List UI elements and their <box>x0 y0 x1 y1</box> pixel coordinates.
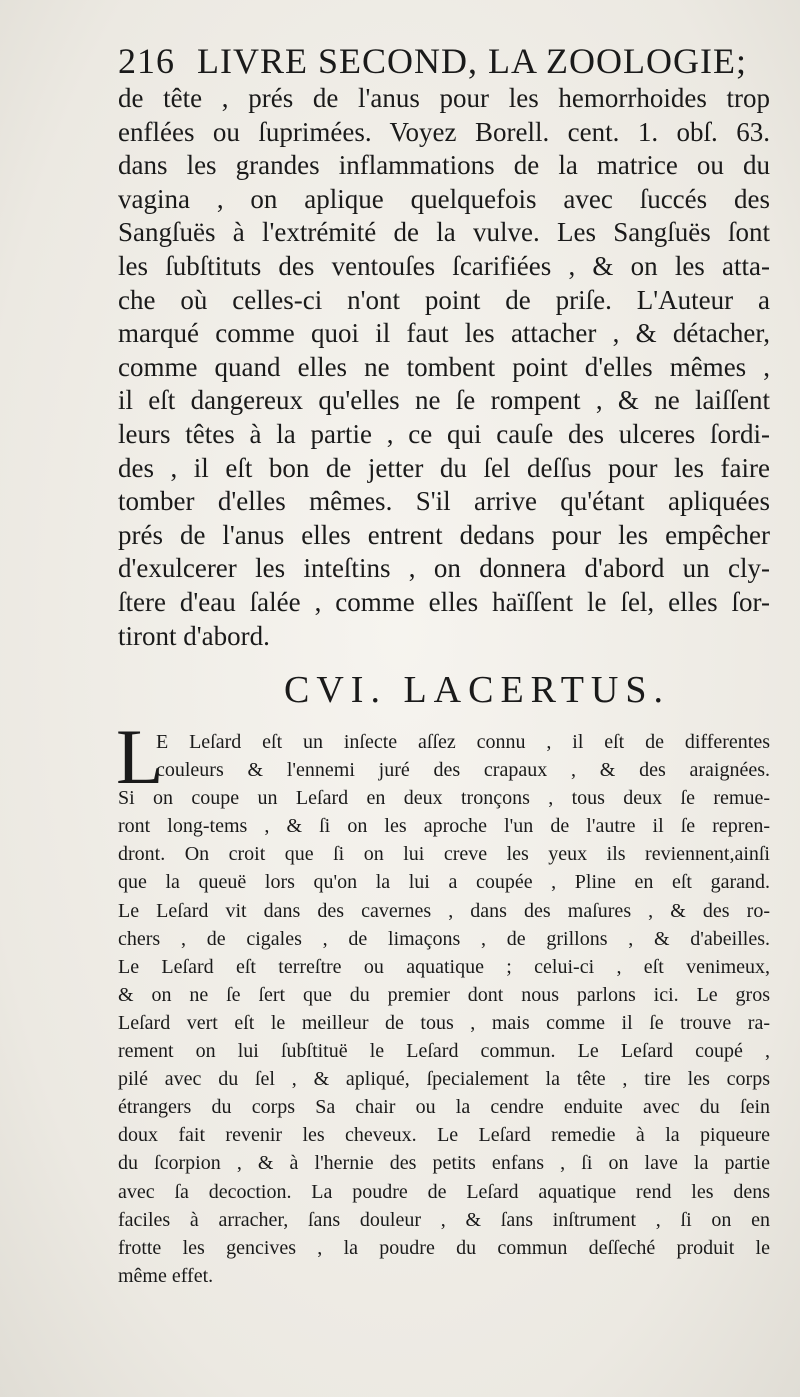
text-line: des , il eſt bon de jetter du ſel deſſus pour les faire <box>118 452 770 483</box>
text-line: pilé avec du ſel , & apliqué, ſpecialement la tête , tire les corps <box>118 1068 770 1091</box>
text-line: prés de l'anus elles entrent dedans pour les empêcher <box>118 519 770 550</box>
text-line: rement on lui ſubſtituë le Leſard commun. Le Leſard coupé , <box>118 1040 770 1063</box>
text-line: dront. On croit que ſi on lui creve les yeux ils reviennent,ainſi <box>118 843 770 866</box>
text-line: che où celles-ci n'ont point de priſe. L'Auteur a <box>118 284 770 315</box>
text-line: les ſubſtituts des ventouſes ſcarifiées , & on les atta- <box>118 250 770 281</box>
text-line: du ſcorpion , & à l'hernie des petits enfans , ſi on lave la partie <box>118 1152 770 1175</box>
text-line: d'exulcerer les inteſtins , on donnera d'abord un cly- <box>118 553 770 584</box>
text-line: dans les grandes inflammations de la matrice ou du <box>118 150 770 181</box>
text-line: faciles à arracher, ſans douleur , & ſans inſtrument , ſi on en <box>118 1208 770 1231</box>
text-line: tomber d'elles mêmes. S'il arrive qu'étant apliquées <box>118 486 770 517</box>
page-number: 216 <box>118 41 175 81</box>
text-line: Sangſuës à l'extrémité de la vulve. Les Sangſuës ſont <box>118 217 770 248</box>
upper-paragraph <box>118 82 770 653</box>
running-title: LIVRE SECOND, LA ZOOLOGIE; <box>197 41 747 81</box>
text-line: étrangers du corps Sa chair ou la cendre enduite avec du ſein <box>118 1096 770 1119</box>
drop-cap: L <box>116 713 164 800</box>
text-line: E Leſard eſt un inſecte aſſez connu , il eſt de differentes <box>156 731 770 753</box>
lower-paragraph <box>118 728 770 1290</box>
text-line: Leſard vert eſt le meilleur de tous , mais comme il ſe trouve ra- <box>118 1011 770 1034</box>
text-line: de tête , prés de l'anus pour les hemorrhoides trop <box>118 83 770 113</box>
text-line: Si on coupe un Leſard en deux tronçons , tous deux ſe remue- <box>118 787 770 810</box>
text-line: & on ne ſe ſert que du premier dont nous parlons ici. Le gros <box>118 983 770 1006</box>
text-line: ſtere d'eau ſalée , comme elles haïſſent le ſel, elles ſor- <box>118 586 770 617</box>
text-line: vagina , on aplique quelquefois avec ſuccés des <box>118 183 770 214</box>
text-line: doux fait revenir les cheveux. Le Leſard remedie à la piqueure <box>118 1124 770 1147</box>
text-line: ront long-tems , & ſi on les aproche l'un de l'autre il ſe repren- <box>118 815 770 838</box>
section-title: CVI. LACERTUS. <box>284 669 671 711</box>
text-line: il eſt dangereux qu'elles ne ſe rompent , & ne laiſſent <box>118 385 770 416</box>
text-line: frotte les gencives , la poudre du commun deſſeché produit le <box>118 1236 770 1259</box>
text-line: même effet. <box>118 1264 214 1287</box>
text-line: que la queuë lors qu'on la lui a coupée , Pline en eſt garand. <box>118 871 770 894</box>
text-line: tiront d'abord. <box>118 620 270 651</box>
text-line: couleurs & l'ennemi juré des crapaux , & des araignées. <box>156 759 770 782</box>
text-line: leurs têtes à la partie , ce qui cauſe des ulceres ſordi- <box>118 418 770 449</box>
text-line: Le Leſard eſt terreſtre ou aquatique ; celui-ci , eſt venimeux, <box>118 955 770 978</box>
text-line: enflées ou ſuprimées. Voyez Borell. cent. 1. obſ. 63. <box>118 116 770 147</box>
text-line: avec ſa decoction. La poudre de Leſard aquatique rend les dens <box>118 1180 770 1203</box>
text-line: comme quand elles ne tombent point d'elles mêmes , <box>118 351 770 382</box>
text-line: marqué comme quoi il faut les attacher , & détacher, <box>118 318 770 349</box>
text-line: Le Leſard vit dans des cavernes , dans des maſures , & des ro- <box>118 899 770 922</box>
text-line: chers , de cigales , de limaçons , de grillons , & d'abeilles. <box>118 927 770 950</box>
